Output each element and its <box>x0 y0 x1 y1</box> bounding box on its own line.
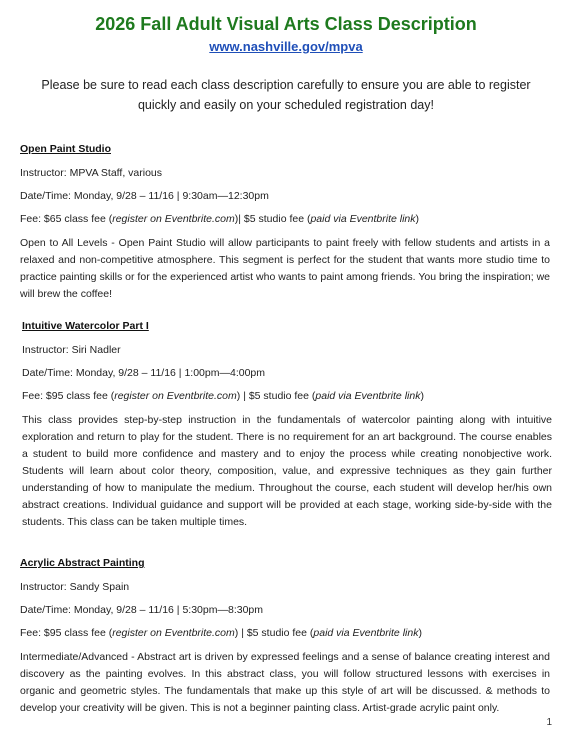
class-section <box>20 557 550 717</box>
website-link[interactable]: www.nashville.gov/mpva <box>209 39 363 54</box>
fee-suffix: ) <box>415 213 420 225</box>
intro-text: Please be sure to read each class description carefully to ensure you are able to register quickly and easily on your scheduled registration day! <box>41 78 531 112</box>
class-datetime: Date/Time: Monday, 9/28 – 11/16 | 5:30pm—8:30pm <box>20 604 263 616</box>
class-instructor: Instructor: MPVA Staff, various <box>20 167 163 179</box>
class-section <box>22 320 552 531</box>
page-number: 1 <box>546 717 552 728</box>
class-description: Open to All Levels - Open Paint Studio will allow participants to paint freely with fellow students and artists in a relaxed and non-competitive atmosphere. This segment is perfect for the student that wants more studio time to practice painting skills or for the experienced artist who wants to paint among friends. You bring the inspiration; we will brew the coffee! <box>20 237 550 300</box>
class-fee <box>22 389 552 403</box>
fee-suffix: ) <box>420 390 424 402</box>
fee-mid: ) | $5 studio fee ( <box>234 627 314 639</box>
fee-register-note: register on Eventbrite.com <box>112 213 235 225</box>
class-description: This class provides step-by-step instruction in the fundamentals of watercolor painting along with intuitive exploration and return to play for the student. There is no requirement for an art background. The course enables a student to build more confidence and mastery and to enjoy the process while creating nonobjective work. Students will learn about color theory, composition, value, and expressive techniques as they gain further understanding of how to manipulate the medium. Throughout the course, each student will develop her/his own abstract creations. Individual guidance and support will be provided at each stage, working side-by-side with the students. This class can be taken multiple times. <box>22 414 552 528</box>
fee-suffix: ) <box>418 627 422 639</box>
class-datetime: Date/Time: Monday, 9/28 – 11/16 | 1:00pm—4:00pm <box>22 367 265 379</box>
fee-paid-note: paid via Eventbrite link <box>315 390 421 402</box>
class-fee <box>20 212 550 226</box>
fee-mid: )| $5 studio fee ( <box>234 213 311 225</box>
fee-mid: ) | $5 studio fee ( <box>236 390 316 402</box>
page-title: 2026 Fall Adult Visual Arts Class Description <box>95 14 477 34</box>
class-datetime: Date/Time: Monday, 9/28 – 11/16 | 9:30am—12:30pm <box>20 190 269 202</box>
class-description: Intermediate/Advanced - Abstract art is driven by expressed feelings and a sense of balance creating interest and discovery as the painting evolves. In this abstract class, you will follow structured lessons with exercises in organic and geometric styles. The fundamentals that make up this style of art will be discussed. & methods to develop your creativity will be given. This is not a beginner painting class. Artist-grade acrylic paint only. <box>20 651 550 714</box>
class-instructor: Instructor: Siri Nadler <box>22 344 121 356</box>
fee-paid-note: paid via Eventbrite link <box>313 627 419 639</box>
fee-prefix: Fee: $95 class fee ( <box>22 390 115 402</box>
fee-register-note: register on Eventbrite.com <box>114 390 237 402</box>
class-title: Acrylic Abstract Painting <box>20 557 145 569</box>
class-instructor: Instructor: Sandy Spain <box>20 581 130 593</box>
fee-prefix: Fee: $65 class fee ( <box>20 213 113 225</box>
class-title: Open Paint Studio <box>20 143 111 155</box>
class-title: Intuitive Watercolor Part I <box>22 320 149 332</box>
fee-prefix: Fee: $95 class fee ( <box>20 627 113 639</box>
class-fee <box>20 626 550 640</box>
class-section <box>20 143 550 303</box>
fee-register-note: register on Eventbrite.com <box>112 627 235 639</box>
fee-paid-note: paid via Eventbrite link <box>310 213 416 225</box>
